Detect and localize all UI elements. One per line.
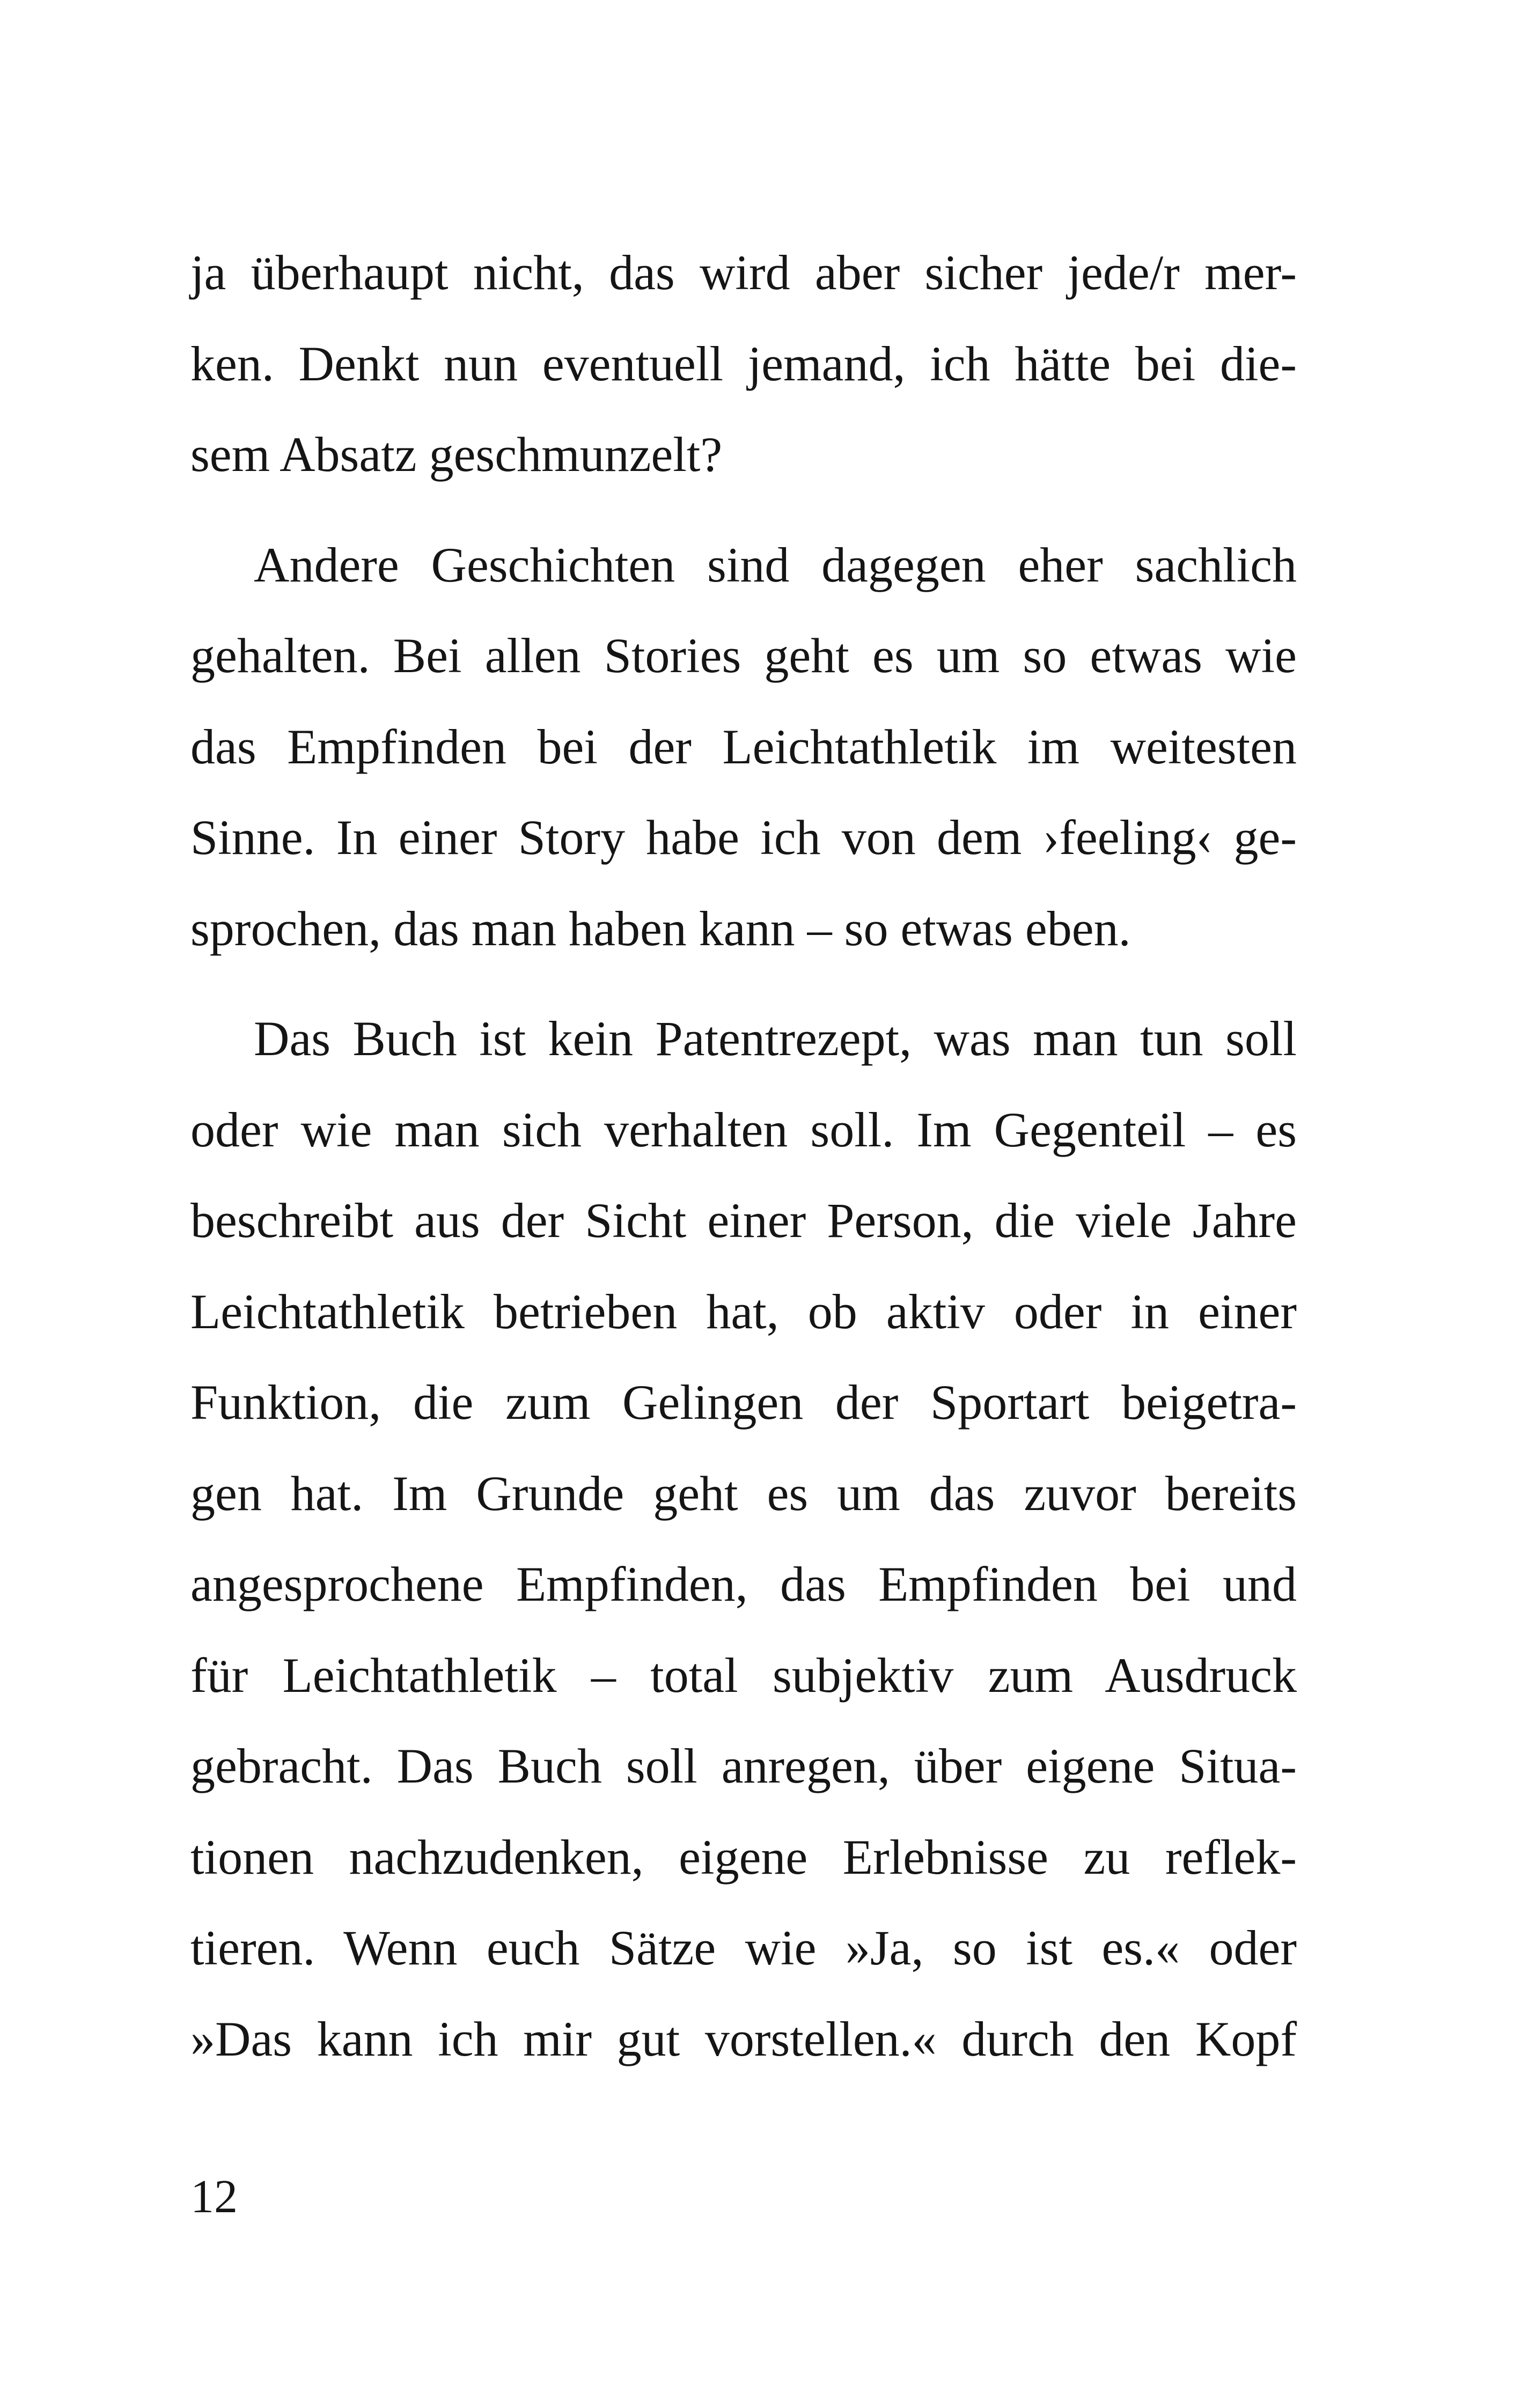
- text-line: sem Absatz geschmunzelt?: [190, 427, 723, 482]
- text-line: Sinne. In einer Story habe ich von dem ›feeling‹ ge-: [190, 810, 1297, 865]
- paragraph-first-line: Andere Geschichten sind dagegen eher sachlich: [254, 537, 1297, 592]
- text-line: tionen nachzudenken, eigene Erlebnisse zu reflek-: [190, 1830, 1297, 1884]
- text-line: gen hat. Im Grunde geht es um das zuvor bereits: [190, 1466, 1297, 1521]
- paragraph-first-line: Das Buch ist kein Patentrezept, was man tun soll: [254, 1011, 1297, 1066]
- text-line: Leichtathletik betrieben hat, ob aktiv oder in einer: [190, 1284, 1297, 1339]
- text-line: »Das kann ich mir gut vorstellen.« durch den Kopf: [190, 2012, 1297, 2066]
- text-line: gehalten. Bei allen Stories geht es um so etwas wie: [190, 628, 1297, 683]
- text-line: tieren. Wenn euch Sätze wie »Ja, so ist es.« oder: [190, 1920, 1297, 1975]
- text-line: Funktion, die zum Gelingen der Sportart beigetra-: [190, 1375, 1297, 1430]
- text-line: das Empfinden bei der Leichtathletik im weitesten: [190, 719, 1297, 774]
- text-line: sprochen, das man haben kann – so etwas eben.: [190, 901, 1131, 956]
- text-line: ja überhaupt nicht, das wird aber sicher jede/r mer-: [190, 245, 1297, 300]
- text-line: angesprochene Empfinden, das Empfinden bei und: [190, 1557, 1297, 1611]
- text-line: ken. Denkt nun eventuell jemand, ich hätte bei die-: [190, 336, 1297, 391]
- page-number: 12: [190, 2171, 238, 2223]
- text-line: oder wie man sich verhalten soll. Im Gegenteil – es: [190, 1102, 1297, 1157]
- text-line: gebracht. Das Buch soll anregen, über eigene Situa-: [190, 1739, 1297, 1793]
- text-line: beschreibt aus der Sicht einer Person, die viele Jahre: [190, 1193, 1297, 1248]
- text-line: für Leichtathletik – total subjektiv zum Ausdruck: [190, 1648, 1297, 1703]
